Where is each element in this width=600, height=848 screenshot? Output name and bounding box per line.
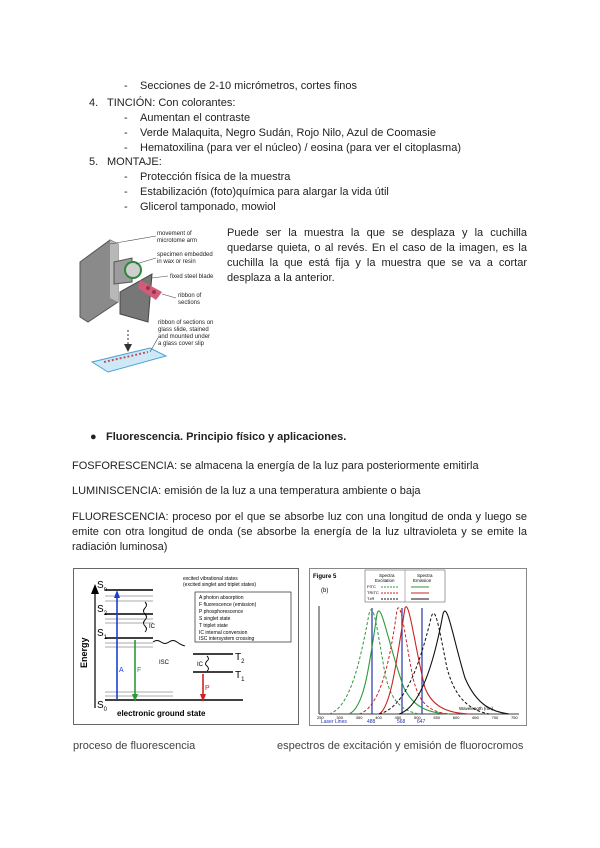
legend-t: T triplet state (199, 623, 228, 629)
x-tick-label: 650 (472, 715, 479, 720)
legend-fitc: FITC (367, 584, 376, 589)
legend-header-3: Spectra (417, 573, 433, 578)
s1-label: $S_1$ (97, 628, 108, 641)
laser-lines-label: Laser Lines (321, 719, 347, 725)
label-ribbon: ribbon of sections (178, 293, 202, 306)
label-arm: movement of microtome arm (157, 231, 198, 244)
legend-header-1: Spectra (379, 573, 395, 578)
caption-left: proceso de fluorescencia (73, 740, 196, 752)
isc-label: ISC (159, 660, 170, 666)
list-item-5: 5. MONTAJE: (89, 156, 162, 168)
x-tick-label: 300 (336, 715, 344, 720)
top-note-2: (excited singlet and triplet states) (183, 582, 257, 588)
laser-488-label: 488 (367, 719, 376, 725)
ground-state-label: electronic ground state (117, 709, 206, 718)
x-tick-label: 700 (491, 715, 499, 720)
absorption-label: A (119, 667, 124, 674)
phosphorescence-label: P (205, 685, 210, 692)
glass-slide (92, 348, 166, 372)
definition-fluorescence: FLUORESCENCIA: proceso por el que se absorbe luz con una longitud de onda y luego se emite con otra longitud de onda (se absorbe la energía de la luz ultravioleta y se emite la radiación luminosa) (72, 511, 527, 553)
x-tick-label: 400 (375, 715, 382, 720)
t2-label: $T_2$ (235, 652, 245, 665)
x-tick-label: 250 (317, 715, 324, 720)
label-specimen: specimen embedded in wax or resin (157, 252, 213, 265)
list-subitem: - Glicerol tamponado, mowiol (124, 201, 276, 213)
sn-label: $S_n$ (97, 580, 108, 593)
s0-label: $S_0$ (97, 700, 108, 713)
energy-label: Energy (79, 637, 89, 668)
legend-a: A photon absorption (199, 595, 244, 601)
definition-luminescence: LUMINISCENCIA: emisión de la luz a una temperatura ambiente o baja (72, 485, 421, 497)
label-blade: fixed steel blade (170, 274, 214, 280)
legend-ic: IC internal conversion (199, 630, 248, 636)
legend-tritc: TRITC (367, 590, 379, 595)
definition-phosphorescence: FOSFORESCENCIA: se almacena la energía de la luz para posteriormente emitirla (72, 460, 479, 472)
panel-label: (b) (321, 588, 329, 594)
x-tick-label: 600 (452, 715, 460, 720)
legend-txr: TxR (367, 596, 375, 601)
x-tick-label: 550 (433, 715, 441, 720)
list-subitem: - Secciones de 2-10 micrómetros, cortes finos (124, 80, 358, 92)
list-item-4: 4. TINCIÓN: Con colorantes: (89, 97, 236, 109)
legend-p: P phosphorescence (199, 609, 244, 615)
spectra-figure (309, 568, 527, 726)
microtome-description: Puede ser la muestra la que se desplaza y la cuchilla quedarse quieta, o al revés. En el caso de la imagen, es la cuchilla la que está fija y la muestra que se va a cortar desplaza a la anterior. (227, 227, 527, 284)
section-title: ● Fluorescencia. Principio físico y aplicaciones. (90, 431, 347, 443)
caption-right: espectros de excitación y emisión de fluorocromos (277, 740, 524, 752)
s2-label: $S_2$ (97, 604, 108, 617)
list-subitem: - Protección física de la muestra (124, 171, 291, 183)
top-note-1: excited vibrational states (183, 576, 238, 582)
x-tick-label: 350 (355, 715, 363, 720)
x-tick-label: 500 (414, 715, 421, 720)
jablonski-diagram (73, 568, 299, 725)
specimen-block (125, 262, 141, 278)
t1-label: $T_1$ (235, 670, 245, 683)
ic-label-1: IC (149, 624, 155, 630)
legend-isc: ISC intersystem crossing (199, 636, 255, 642)
fluorescence-label: F (137, 667, 142, 674)
label-slide: ribbon of sections on glass slide, stained and mounted under a glass cover slip (158, 320, 214, 347)
list-subitem: - Estabilización (foto)química para alargar la vida útil (124, 186, 389, 198)
laser-568-label: 568 (397, 719, 406, 725)
figure-label: Figure 5 (313, 574, 337, 580)
x-tick-label: 750 (511, 715, 518, 720)
legend-s: S singlet state (199, 616, 231, 622)
x-axis-label: Wavelength (nm) (459, 706, 494, 711)
x-tick-label: 450 (394, 715, 402, 720)
list-subitem: - Hematoxilina (para ver el núcleo) / eosina (para ver el citoplasma) (124, 142, 461, 154)
microtome-figure (70, 222, 230, 382)
list-subitem: - Aumentan el contraste (124, 112, 251, 124)
ic-label-2: IC (197, 662, 203, 668)
legend-header-2: Excitation (375, 578, 395, 583)
legend-header-4: Emission (413, 578, 432, 583)
list-subitem: - Verde Malaquita, Negro Sudán, Rojo Nilo, Azul de Coomasie (124, 127, 436, 139)
laser-647-label: 647 (417, 719, 426, 725)
legend-f: F fluorescence (emission) (199, 602, 257, 608)
